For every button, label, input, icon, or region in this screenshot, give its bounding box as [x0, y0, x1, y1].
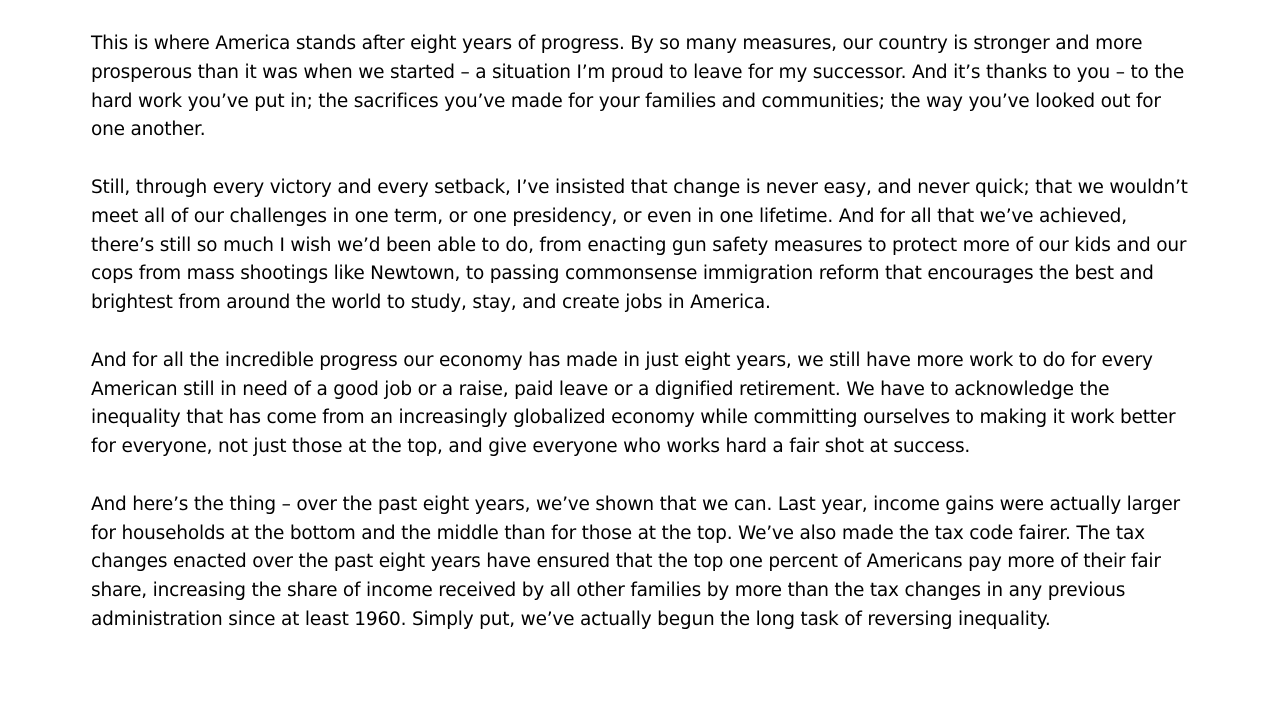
paragraph-3: And for all the incredible progress our economy has made in just eight years, we still have more work to do for every American still in need of a good job or a raise, paid leave or a dignified retirement. We have to acknowledge the inequality that has come from an increasingly globalized economy while committing ourselves to making it work better for everyone, not just those at the top, and give everyone who works hard a fair shot at success.	[91, 349, 1176, 458]
body-text	[91, 30, 1191, 635]
paragraph-2: Still, through every victory and every setback, I’ve insisted that change is never easy, and never quick; that we wouldn’t meet all of our challenges in one term, or one presidency, or even in one lifetime. And for all that we’ve achieved, there’s still so much I wish we’d been able to do, from enacting gun safety measures to protect more of our kids and our cops from mass shootings like Newtown, to passing commonsense immigration reform that encourages the best and brightest from around the world to study, stay, and create jobs in America.	[91, 176, 1188, 314]
paragraph-1: This is where America stands after eight years of progress. By so many measures, our country is stronger and more prosperous than it was when we started – a situation I’m proud to leave for my successor. And it’s thanks to you – to the hard work you’ve put in; the sacrifices you’ve made for your families and communities; the way you’ve looked out for one another.	[91, 33, 1185, 141]
paragraph-4: And here’s the thing – over the past eight years, we’ve shown that we can. Last year, income gains were actually larger for households at the bottom and the middle than for those at the top. We’ve also made the tax code fairer. The tax changes enacted over the past eight years have ensured that the top one percent of Americans pay more of their fair share, increasing the share of income received by all other families by more than the tax changes in any previous administration since at least 1960. Simply put, we’ve actually begun the long task of reversing inequality.	[91, 493, 1180, 630]
